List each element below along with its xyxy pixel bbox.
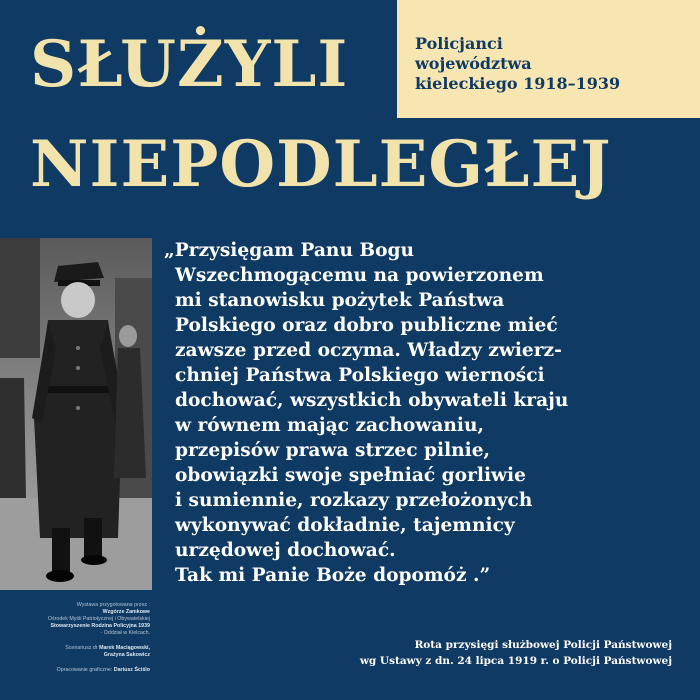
- quote-line: dochować, wszystkich obywateli kraju: [175, 390, 569, 411]
- quote-line: Polskiego oraz dobro publiczne mieć: [175, 315, 558, 336]
- credits-script-author-2: Grażyna Sakowicz: [103, 652, 150, 658]
- credits-prepared-label: Wystawa przygotowana przez :: [76, 602, 150, 608]
- quote-source-line-2: wg Ustawy z dn. 24 lipca 1919 r. o Policji Państwowej: [359, 655, 672, 667]
- subtitle-line-3: kieleckiego 1918–1939: [415, 74, 621, 93]
- photo-image: [0, 238, 152, 590]
- subtitle-line-1: Policjanci: [415, 34, 503, 53]
- quote-line: chniej Państwa Polskiego wierności: [175, 365, 545, 386]
- credits-org-1: Wzgórze Zamkowe: [102, 609, 150, 615]
- credits-graphics: [0, 667, 150, 674]
- credits-script-author-1: Marek Maciągowski,: [99, 645, 150, 651]
- credits-org-2: Ośrodek Myśli Patriotycznej i Obywatelskiej: [47, 616, 150, 622]
- quote-line: Tak mi Panie Boże dopomóż .”: [175, 565, 491, 586]
- credits-script: [0, 645, 150, 659]
- quote-line: obowiązki swoje spełniać gorliwie: [175, 465, 526, 486]
- credits-prepared: [0, 602, 150, 637]
- title-line-1: SŁUŻYLI: [30, 27, 349, 102]
- quote-line: wykonywać dokładnie, tajemnicy: [175, 515, 515, 536]
- credits-org-3: Stowarzyszenie Rodzina Policyjna 1939: [50, 623, 150, 629]
- quote-line: i sumiennie, rozkazy przełożonych: [175, 490, 533, 511]
- quote-line: zawsze przed oczyma. Władzy zwierz-: [175, 340, 562, 361]
- quote-line: w równem mając zachowaniu,: [175, 415, 484, 436]
- quote-line: mi stanowisku pożytek Państwa: [175, 290, 505, 311]
- credits-graphics-label: Opracowanie graficzne:: [56, 667, 113, 673]
- subtitle-line-2: województwa: [415, 54, 532, 73]
- credits-org-4: - Oddział w Kielcach.: [100, 630, 150, 636]
- title-line-2: NIEPODLEGŁEJ: [30, 127, 612, 202]
- credits-script-label: Scenariusz dr: [65, 645, 98, 651]
- quote-line: „Przysięgam Panu Bogu: [164, 240, 415, 261]
- credits-graphics-author: Dariusz Ściślo: [113, 667, 150, 673]
- quote-line: Wszechmogącemu na powierzonem: [175, 265, 544, 286]
- quote-line: przepisów prawa strzec pilnie,: [175, 440, 491, 461]
- subtitle-box: [397, 0, 700, 118]
- quote-source-line-1: Rota przysięgi służbowej Policji Państwowej: [414, 639, 672, 651]
- quote-line: urzędowej dochować.: [175, 540, 396, 561]
- policeman-photo: [0, 238, 152, 590]
